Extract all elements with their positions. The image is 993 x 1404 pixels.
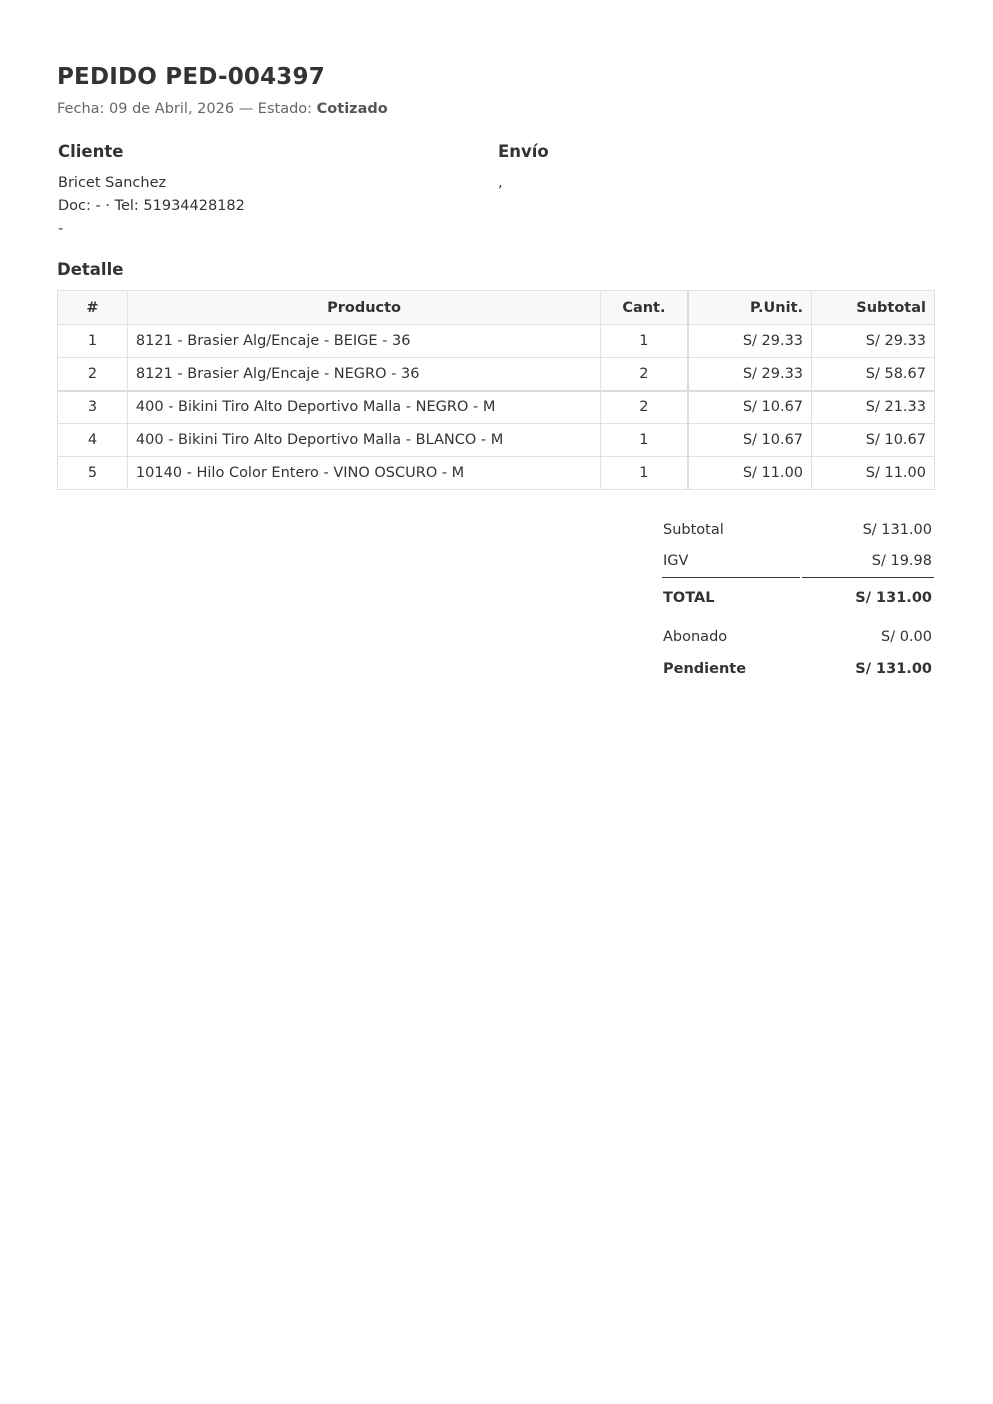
parties-section: [57, 140, 935, 250]
row-number: 2: [58, 358, 128, 391]
page-title: PEDIDO PED-004397: [57, 64, 325, 90]
abonado-value: S/ 0.00: [881, 629, 932, 645]
row-subtotal: S/ 58.67: [812, 358, 935, 391]
client-name: Bricet Sanchez: [58, 175, 167, 191]
column-header-cant: Cant.: [601, 291, 688, 325]
row-producto: 400 - Bikini Tiro Alto Deportivo Malla - NEGRO - M: [127, 391, 600, 424]
client-heading: Cliente: [58, 142, 124, 161]
row-punit: S/ 10.67: [688, 391, 812, 424]
row-number: 3: [58, 391, 128, 424]
table-row: [58, 457, 935, 490]
client-block: [58, 140, 245, 241]
column-header-subtotal: Subtotal: [812, 291, 935, 325]
row-producto: 8121 - Brasier Alg/Encaje - NEGRO - 36: [127, 358, 600, 391]
column-header-producto: Producto: [127, 291, 600, 325]
igv-value: S/ 19.98: [871, 553, 932, 569]
column-header-number: #: [58, 291, 128, 325]
row-subtotal: S/ 29.33: [812, 325, 935, 358]
row-subtotal: S/ 10.67: [812, 424, 935, 457]
estado-label: Estado:: [257, 101, 313, 117]
fecha-label: Fecha:: [57, 101, 105, 117]
row-producto: 10140 - Hilo Color Entero - VINO OSCURO - M: [127, 457, 600, 490]
row-number: 1: [58, 325, 128, 358]
shipping-address: ,: [498, 175, 503, 191]
table-row: [58, 358, 935, 391]
pendiente-value: S/ 131.00: [855, 661, 932, 677]
order-meta: [57, 98, 935, 120]
items-table: [57, 290, 935, 490]
table-row: [58, 391, 935, 424]
client-doc-tel: Doc: - · Tel: 51934428182: [58, 198, 245, 214]
row-punit: S/ 29.33: [688, 325, 812, 358]
row-producto: 400 - Bikini Tiro Alto Deportivo Malla - BLANCO - M: [127, 424, 600, 457]
igv-label: IGV: [663, 553, 689, 569]
abonado-label: Abonado: [663, 629, 728, 645]
subtotal-row: [662, 515, 934, 546]
pendiente-label: Pendiente: [663, 661, 747, 677]
total-row: [662, 579, 934, 617]
subtotal-value: S/ 131.00: [862, 522, 932, 538]
shipping-heading: Envío: [498, 142, 549, 161]
row-producto: 8121 - Brasier Alg/Encaje - BEIGE - 36: [127, 325, 600, 358]
divider-right: [802, 577, 934, 578]
totals-block: [662, 515, 934, 685]
row-cant: 1: [601, 424, 688, 457]
row-cant: 2: [601, 358, 688, 391]
row-number: 5: [58, 457, 128, 490]
client-extra: -: [58, 221, 64, 237]
row-punit: S/ 29.33: [688, 358, 812, 391]
status-value: Cotizado: [316, 101, 388, 117]
divider-left: [662, 577, 800, 578]
table-row: [58, 325, 935, 358]
igv-row: [662, 546, 934, 577]
row-cant: 1: [601, 325, 688, 358]
row-cant: 2: [601, 391, 688, 424]
row-cant: 1: [601, 457, 688, 490]
subtotal-label: Subtotal: [663, 522, 724, 538]
shipping-block: [498, 140, 549, 195]
pendiente-row: [662, 655, 934, 685]
table-row: [58, 424, 935, 457]
row-subtotal: S/ 11.00: [812, 457, 935, 490]
order-document: [57, 60, 935, 677]
row-number: 4: [58, 424, 128, 457]
detail-heading: Detalle: [57, 260, 124, 279]
row-punit: S/ 10.67: [688, 424, 812, 457]
total-label: TOTAL: [663, 590, 715, 606]
total-value: S/ 131.00: [855, 590, 932, 606]
column-header-punit: P.Unit.: [688, 291, 812, 325]
row-subtotal: S/ 21.33: [812, 391, 935, 424]
table-header-row: [58, 291, 935, 325]
row-punit: S/ 11.00: [688, 457, 812, 490]
meta-separator: —: [238, 101, 254, 117]
fecha-value: 09 de Abril, 2026: [109, 101, 235, 117]
abonado-row: [662, 617, 934, 655]
